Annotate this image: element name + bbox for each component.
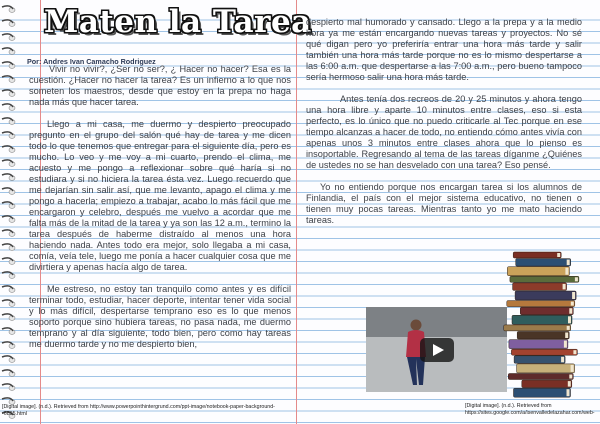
book-stack-image (502, 248, 582, 400)
video-player[interactable] (366, 307, 507, 392)
center-margin-line (296, 0, 297, 424)
paragraph-breaks: Antes tenía dos recreos de 20 y 25 minutos y ahora tengo una hora libre y aparte 10 minutos entre clases, eso si esta perfecto, es lo único que no puedo criticarle al Tec porque en ese tiempo alcanzas a hacer de todo, no entiendo cómo antes vivía con apenas unos 3 minutos entre clases ahora que lo pienso es insoportable. Regresando al tema de las tareas díganme ¿Quiénes de ustedes no se han desvelado con una tarea? Eso pensé. (306, 94, 582, 170)
paragraph-homework-routine: Llego a mi casa, me duermo y despierto preocupado pregunto en el grupo del salón qué hay de tarea y me dicen todo lo que tenemos que entregar para el siguiente día, pero es mucho. Lo veo y me voy a mi cuarto, prendo el clima, me acuesto y me pongo a reflexionar sobre qué haría si no estudiara y si no hiciera la tarea ésta vez. Luego recuerdo que me dejarían sin salir así, que me levanto, apago el clima y me pongo a hacerla; empiezo a trabajar, acabo lo más fácil que me encargaron y celebro, después me vuelvo a acordar que me falta más de la mitad de la tarea y ya son las 12 a.m., termino la tarea después de haberme distraído al menos una hora haciendo nada. Antes todo era mejor, solo llegaba a mi casa, comía, veía tele, luego me ponía a hacer cualquier cosa que me divirtiera y apenas hacía algo de tarea. (29, 119, 291, 272)
paragraph-mood: despierto mal humorado y cansado. Llego a la prepa y a la medio hora ya me están encargando nuevas tareas y proyectos. No sé qué digan pero yo preferiría entrar una hora más tarde y salir también una hora más tarde porque no es lo mismo despertarse a las 6:00 a.m. que despertarse a las 7:00 a.m., pero bueno tampoco sería hermoso salir una hora más tarde. (306, 17, 582, 82)
image-citation-right: [Digital image]. (n.d.). Retrieved from https://sites.google.com/a/isenvalledelazahar.com/web- (465, 403, 595, 416)
paragraph-stress: Me estreso, no estoy tan tranquilo como antes y es difícil terminar todo, estudiar, hacer deporte, intentar tener vida social y lo más difícil, despertarse temprano eso es lo que menos soporto porque sino hubiera tareas, no pasa nada, me duermo temprano y al día siguiente, todo bien, pero como hay tareas me duermo tarde y no me despierto bien, (29, 284, 291, 349)
page-title: Maten la Tarea (44, 4, 312, 40)
left-column (29, 64, 291, 350)
spiral-binding-icon (0, 0, 22, 424)
paragraph-intro: Vivir no vivir?, ¿Ser no ser?, ¿ Hacer no hacer? Esa es la cuestión. ¿Hacer no hacer la tarea? Es un infierno a lo que nos someten los maestros, desde que estoy en la prepa no haga nada más que hacer tarea. (29, 64, 291, 107)
right-column (306, 17, 582, 226)
author-byline: Por: Andres Ivan Camacho Rodriguez (27, 57, 156, 66)
play-button-icon[interactable] (420, 338, 454, 362)
image-citation-left: [Digital image]. (n.d.). Retrieved from http://www.powerpointhintergrund.com/ppt-image/notebook-paper-background--6895.html (2, 404, 275, 417)
paragraph-finland: Yo no entiendo porque nos encargan tarea si los alumnos de Finlandia, el país con el mejor sistema educativo, no tienen o tienen muy pocas tareas. Mientras tanto yo me mato haciendo tareas. (306, 182, 582, 225)
